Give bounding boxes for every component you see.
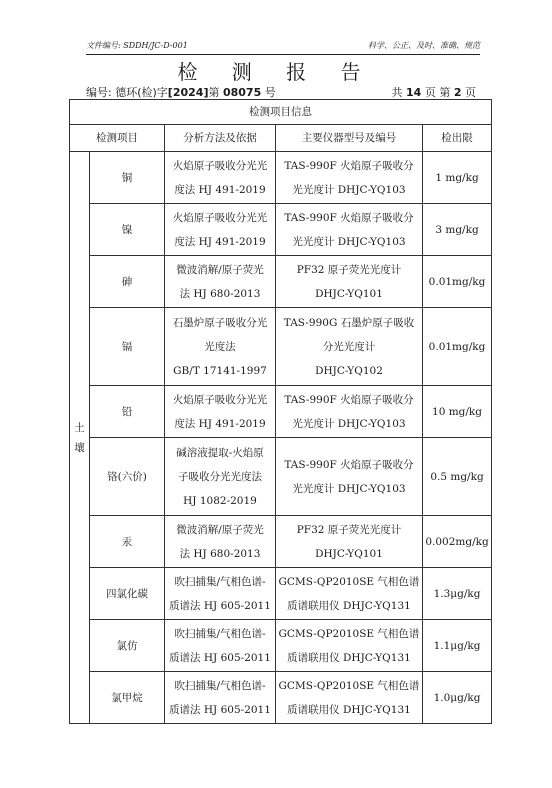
document-code: 文件编号: SDDH/JC-D-001 xyxy=(86,41,188,50)
instrument-line: TAS-990G 石墨炉原子吸收 xyxy=(283,316,415,329)
limit-cell: 0.002mg/kg xyxy=(423,516,492,568)
item-cell: 砷 xyxy=(90,256,165,308)
table-row xyxy=(70,256,492,308)
table-row xyxy=(70,152,492,204)
instrument-line: TAS-990F 火焰原子吸收分 xyxy=(284,211,414,224)
item-cell: 镍 xyxy=(90,204,165,256)
test-info-table xyxy=(69,99,492,724)
method-line: 碱溶液提取-火焰原 xyxy=(176,446,264,459)
item-cell: 铬(六价) xyxy=(90,438,165,516)
instrument-line: PF32 原子荧光光度计 xyxy=(296,523,402,536)
item-cell: 铜 xyxy=(90,152,165,204)
method-line: 火焰原子吸收分光光 xyxy=(172,393,268,406)
method-cell xyxy=(165,308,276,386)
method-line: 法 HJ 680-2013 xyxy=(179,547,261,560)
instrument-line: 质谱联用仪 DHJC-YQ131 xyxy=(287,703,411,716)
table-row xyxy=(70,438,492,516)
page-info: 共 14 页 第 2 页 xyxy=(391,86,476,99)
instrument-cell xyxy=(276,438,423,516)
category-char: 土 xyxy=(74,421,85,434)
method-line: 光度法 xyxy=(204,340,236,353)
method-line: 法 HJ 680-2013 xyxy=(179,287,261,300)
method-line: 质谱法 HJ 605-2011 xyxy=(169,703,271,716)
method-cell xyxy=(165,438,276,516)
header-instrument: 主要仪器型号及编号 xyxy=(276,125,423,152)
table-row xyxy=(70,672,492,724)
limit-cell: 0.01mg/kg xyxy=(423,308,492,386)
instrument-line: 光光度计 DHJC-YQ103 xyxy=(292,183,406,196)
instrument-line: DHJC-YQ102 xyxy=(315,364,383,377)
document-header xyxy=(86,40,480,55)
instrument-line: 光光度计 DHJC-YQ103 xyxy=(292,417,406,430)
table-row xyxy=(70,568,492,620)
instrument-line: 质谱联用仪 DHJC-YQ131 xyxy=(287,651,411,664)
method-cell xyxy=(165,672,276,724)
method-line: 微波消解/原子荧光 xyxy=(176,523,264,536)
limit-cell: 1.0μg/kg xyxy=(423,672,492,724)
method-line: 石墨炉原子吸收分光 xyxy=(172,316,268,329)
method-line: 吹扫捕集/气相色谱- xyxy=(174,679,266,692)
limit-cell: 0.5 mg/kg xyxy=(423,438,492,516)
item-cell: 四氯化碳 xyxy=(90,568,165,620)
method-cell xyxy=(165,568,276,620)
instrument-cell xyxy=(276,204,423,256)
instrument-line: DHJC-YQ101 xyxy=(315,287,383,300)
method-line: 吹扫捕集/气相色谱- xyxy=(174,627,266,640)
instrument-line: DHJC-YQ101 xyxy=(315,547,383,560)
instrument-line: 分光光度计 xyxy=(322,340,376,353)
instrument-line: TAS-990F 火焰原子吸收分 xyxy=(284,159,414,172)
method-line: 吹扫捕集/气相色谱- xyxy=(174,575,266,588)
table-row xyxy=(70,620,492,672)
method-cell xyxy=(165,152,276,204)
limit-cell: 1 mg/kg xyxy=(423,152,492,204)
document-motto: 科学、公正、及时、准确、规范 xyxy=(368,41,480,50)
instrument-line: 光光度计 DHJC-YQ103 xyxy=(292,482,406,495)
item-cell: 铅 xyxy=(90,386,165,438)
table-section-title: 检测项目信息 xyxy=(70,100,492,125)
instrument-cell xyxy=(276,516,423,568)
item-cell: 镉 xyxy=(90,308,165,386)
method-line: 火焰原子吸收分光光 xyxy=(172,211,268,224)
instrument-cell xyxy=(276,620,423,672)
instrument-cell xyxy=(276,386,423,438)
header-limit: 检出限 xyxy=(423,125,492,152)
method-line: 火焰原子吸收分光光 xyxy=(172,159,268,172)
method-line: 度法 HJ 491-2019 xyxy=(174,417,266,430)
instrument-line: PF32 原子荧光光度计 xyxy=(296,263,402,276)
item-cell: 氯仿 xyxy=(90,620,165,672)
report-number: 编号: 德环(检)字[2024]第 08075 号 xyxy=(86,86,276,99)
limit-cell: 10 mg/kg xyxy=(423,386,492,438)
limit-cell: 1.1μg/kg xyxy=(423,620,492,672)
instrument-cell xyxy=(276,152,423,204)
category-soil xyxy=(70,152,90,724)
instrument-cell xyxy=(276,672,423,724)
instrument-line: GCMS-QP2010SE 气相色谱 xyxy=(278,679,420,692)
table-row xyxy=(70,308,492,386)
item-cell: 氯甲烷 xyxy=(90,672,165,724)
limit-cell: 1.3μg/kg xyxy=(423,568,492,620)
method-line: 子吸收分光光度法 xyxy=(178,470,262,483)
method-cell xyxy=(165,204,276,256)
instrument-cell xyxy=(276,256,423,308)
method-line: 微波消解/原子荧光 xyxy=(176,263,264,276)
table-row xyxy=(70,204,492,256)
method-line: GB/T 17141-1997 xyxy=(173,364,267,377)
report-title: 检 测 报 告 xyxy=(177,60,375,84)
header-item: 检测项目 xyxy=(70,125,165,152)
category-char: 壤 xyxy=(74,441,85,454)
method-cell xyxy=(165,620,276,672)
limit-cell: 0.01mg/kg xyxy=(423,256,492,308)
method-line: 度法 HJ 491-2019 xyxy=(174,183,266,196)
limit-cell: 3 mg/kg xyxy=(423,204,492,256)
instrument-line: GCMS-QP2010SE 气相色谱 xyxy=(278,575,420,588)
instrument-line: 光光度计 DHJC-YQ103 xyxy=(292,235,406,248)
header-method: 分析方法及依据 xyxy=(165,125,276,152)
method-line: 度法 HJ 491-2019 xyxy=(174,235,266,248)
table-row xyxy=(70,386,492,438)
instrument-cell xyxy=(276,308,423,386)
instrument-line: 质谱联用仪 DHJC-YQ131 xyxy=(287,599,411,612)
instrument-line: TAS-990F 火焰原子吸收分 xyxy=(284,458,414,471)
item-cell: 汞 xyxy=(90,516,165,568)
method-cell xyxy=(165,256,276,308)
instrument-cell xyxy=(276,568,423,620)
table-row xyxy=(70,516,492,568)
method-line: 质谱法 HJ 605-2011 xyxy=(169,599,271,612)
method-line: HJ 1082-2019 xyxy=(183,494,257,507)
method-line: 质谱法 HJ 605-2011 xyxy=(169,651,271,664)
method-cell xyxy=(165,516,276,568)
instrument-line: GCMS-QP2010SE 气相色谱 xyxy=(278,627,420,640)
method-cell xyxy=(165,386,276,438)
instrument-line: TAS-990F 火焰原子吸收分 xyxy=(284,393,414,406)
